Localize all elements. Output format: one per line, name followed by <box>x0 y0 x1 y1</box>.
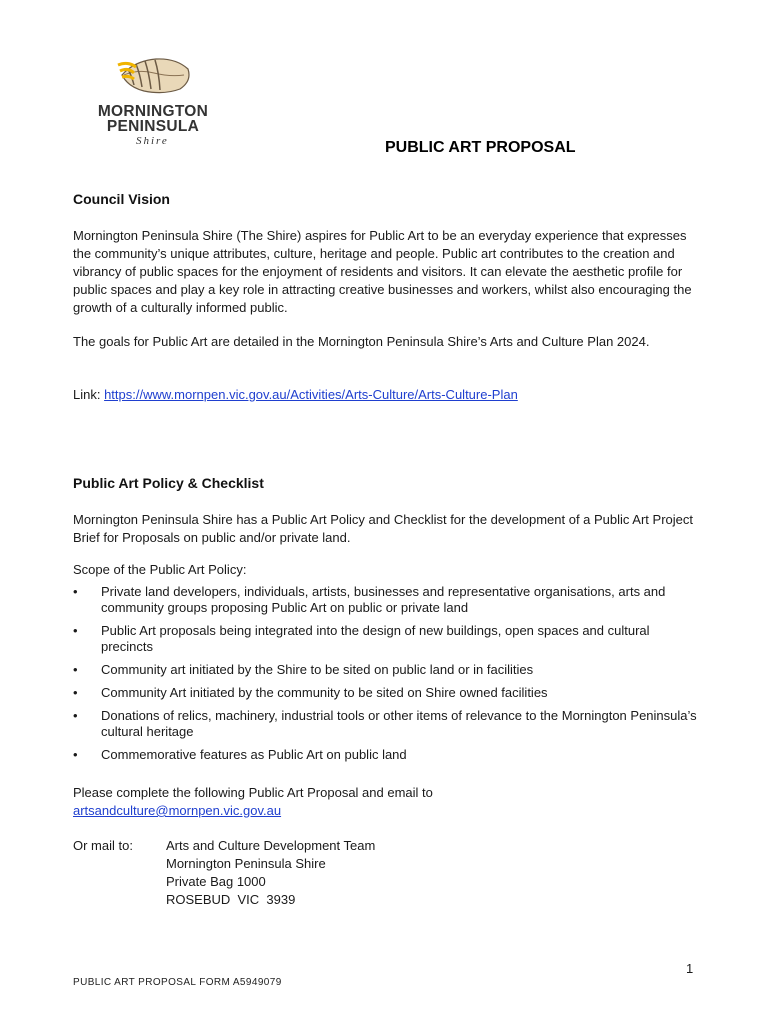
list-item: • Private land developers, individuals, artists, businesses and representative organisations, arts and community groups proposing Public Art on public or private land <box>73 584 666 615</box>
list-item: • Community art initiated by the Shire to be sited on public land or in facilities <box>73 662 534 677</box>
logo-line-2: PENINSULA <box>106 118 200 135</box>
footer-text: PUBLIC ART PROPOSAL FORM A5949079 <box>73 977 282 988</box>
arts-culture-plan-link[interactable]: https://www.mornpen.vic.gov.au/Activities/Arts-Culture/Arts-Culture-Plan <box>104 387 518 402</box>
bullet-icon: • <box>73 662 78 677</box>
logo-line-3: Shire <box>136 135 169 147</box>
bullet-icon: • <box>73 685 78 700</box>
bullet-icon: • <box>73 623 78 638</box>
document-title: PUBLIC ART PROPOSAL <box>385 139 576 156</box>
mail-address <box>166 837 375 909</box>
logo-line-1: MORNINGTON <box>97 103 209 120</box>
address-line: ROSEBUD VIC 3939 <box>166 892 296 907</box>
policy-heading: Public Art Policy & Checklist <box>73 475 264 491</box>
link-prefix: Link: <box>73 387 105 402</box>
list-item: • Community Art initiated by the community to be sited on Shire owned facilities <box>73 685 548 700</box>
page-number: 1 <box>686 961 694 976</box>
address-line: Mornington Peninsula Shire <box>166 856 326 871</box>
link-line <box>73 386 703 404</box>
policy-paragraph: Mornington Peninsula Shire has a Public Art Policy and Checklist for the development of a Public Art Project Brief for Proposals on public and/or private land. <box>73 512 693 545</box>
council-vision-heading: Council Vision <box>73 191 170 207</box>
scope-list <box>73 584 703 770</box>
bullet-icon: • <box>73 708 78 723</box>
bullet-icon: • <box>73 747 78 762</box>
address-line: Private Bag 1000 <box>166 874 266 889</box>
list-item: • Donations of relics, machinery, industrial tools or other items of relevance to the Mornington Peninsula’s cultural heritage <box>73 708 697 739</box>
council-vision-paragraph: Mornington Peninsula Shire (The Shire) aspires for Public Art to be an everyday experience that expresses the community’s unique attributes, culture, heritage and people. Public art contributes to the creation and vibrancy of public spaces for the enjoyment of residents and visitors. It can elevate the aesthetic profile for public spaces and play a key role in attracting creative businesses and workers, whilst also encouraging the growth of a culturally informed public. <box>73 228 692 315</box>
list-item: • Commemorative features as Public Art on public land <box>73 747 407 762</box>
scope-label: Scope of the Public Art Policy: <box>73 562 247 577</box>
goals-paragraph: The goals for Public Art are detailed in the Mornington Peninsula Shire’s Arts and Culture Plan 2024. <box>73 334 650 349</box>
shire-logo <box>84 55 234 150</box>
list-item: • Public Art proposals being integrated into the design of new buildings, open spaces and cultural precincts <box>73 623 650 654</box>
complete-text: Please complete the following Public Art Proposal and email to <box>73 785 433 800</box>
mail-label: Or mail to: <box>73 838 133 853</box>
bullet-icon: • <box>73 584 78 599</box>
shell-icon <box>114 55 194 105</box>
address-line: Arts and Culture Development Team <box>166 838 376 853</box>
email-instruction <box>73 784 703 820</box>
email-link[interactable]: artsandculture@mornpen.vic.gov.au <box>73 803 282 818</box>
